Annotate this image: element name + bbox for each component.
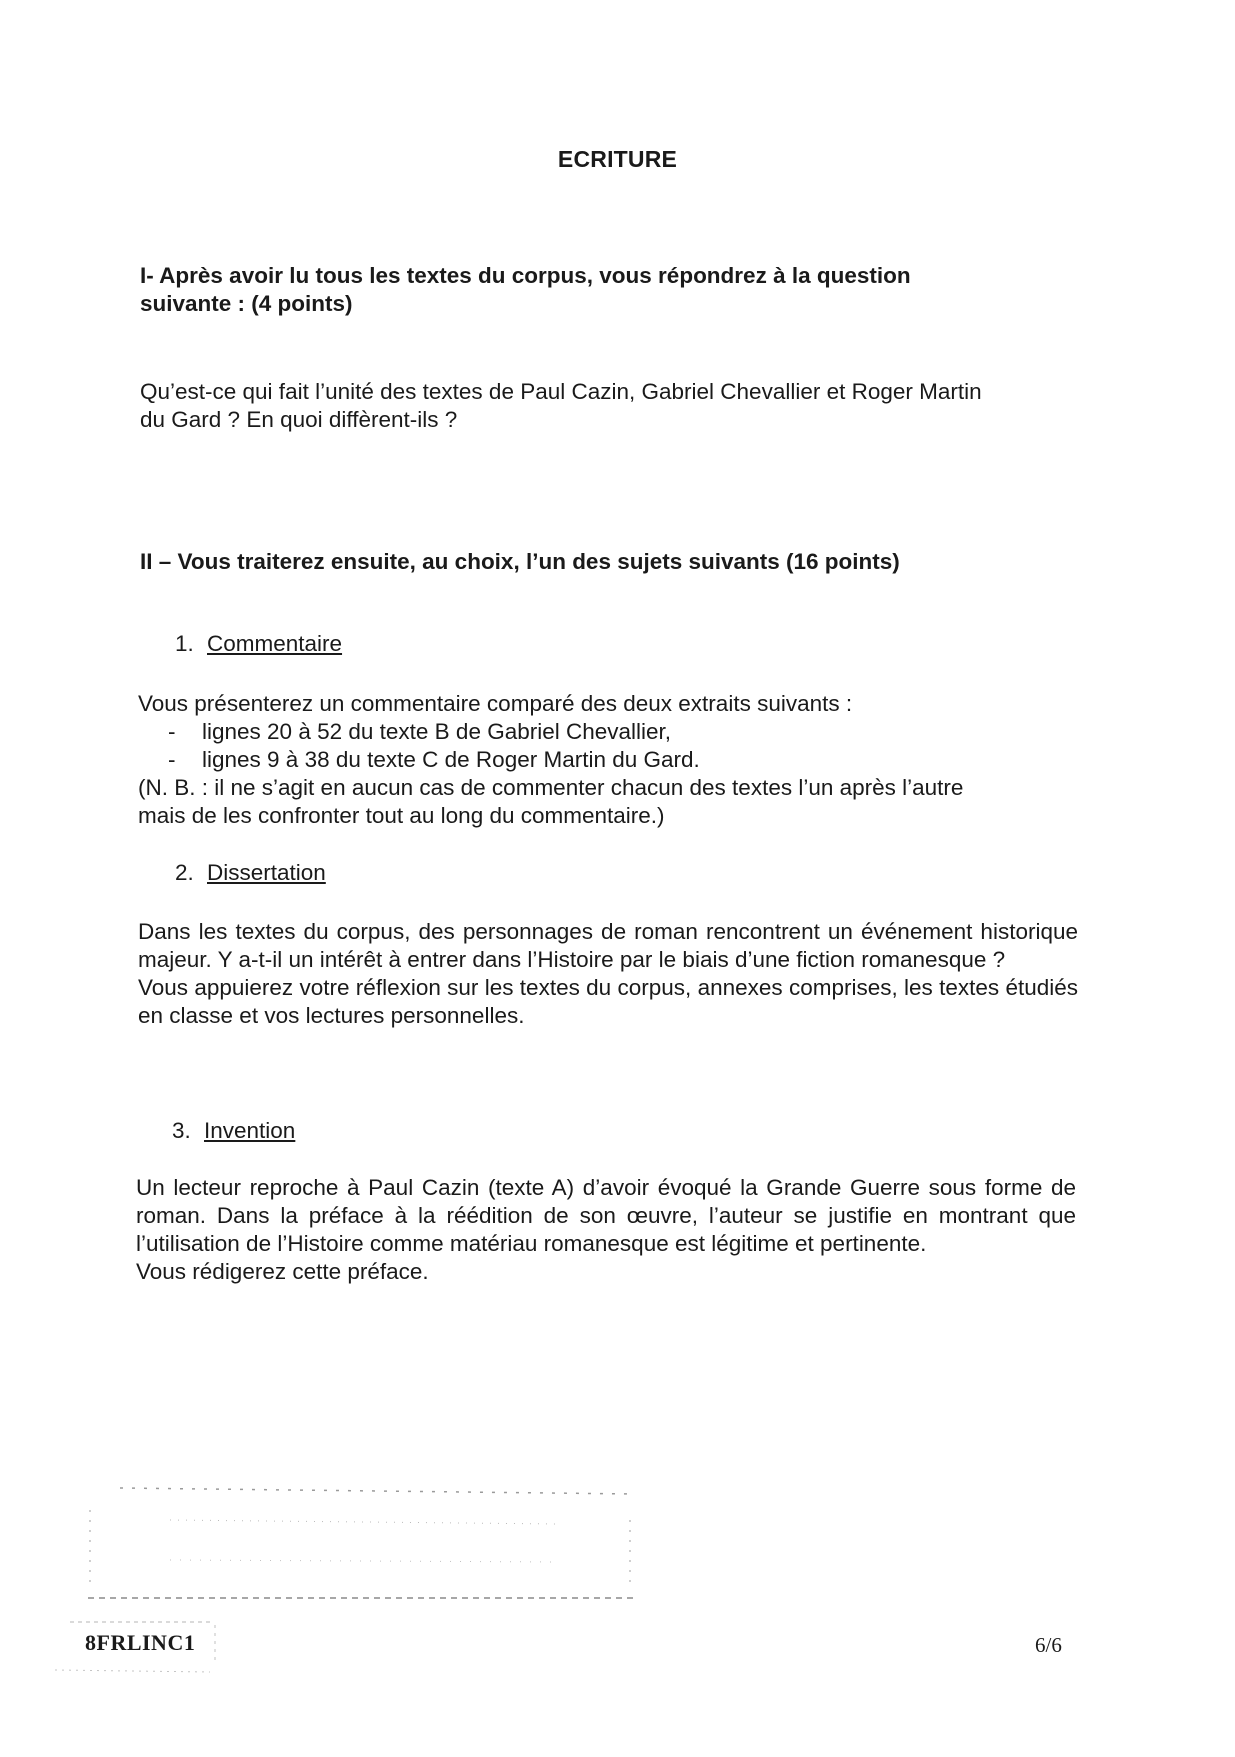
dissertation-paragraph: Vous appuierez votre réflexion sur les textes du corpus, annexes comprises, les textes étudiés en classe et vos lectures personnelles. xyxy=(138,975,1078,1028)
invention-label: Invention xyxy=(204,1118,296,1143)
part1-question xyxy=(140,378,1080,434)
faded-stamp-box xyxy=(80,1480,640,1610)
commentaire-heading xyxy=(175,631,342,657)
invention-body xyxy=(136,1174,1076,1286)
commentaire-bullet: - lignes 20 à 52 du texte B de Gabriel Chevallier, xyxy=(168,719,672,744)
dissertation-heading xyxy=(175,860,326,886)
commentaire-number: 1. xyxy=(175,631,194,656)
question-line: Qu’est-ce qui fait l’unité des textes de Paul Cazin, Gabriel Chevallier et Roger Martin xyxy=(140,379,982,404)
invention-paragraph: Un lecteur reproche à Paul Cazin (texte A) d’avoir évoqué la Grande Guerre sous forme de roman. Dans la préface à la réédition de son œuvre, l’auteur se justifie en montrant que l’utilisation de l’Histoire comme matériau romanesque est légitime et pertinente. xyxy=(136,1175,1076,1256)
question-line: du Gard ? En quoi diffèrent-ils ? xyxy=(140,407,458,432)
commentaire-body xyxy=(138,690,1078,830)
dissertation-body xyxy=(138,918,1078,1030)
commentaire-note-line: mais de les confronter tout au long du commentaire.) xyxy=(138,803,665,828)
commentaire-bullet: - lignes 9 à 38 du texte C de Roger Martin du Gard. xyxy=(168,747,700,772)
invention-heading xyxy=(172,1118,295,1144)
commentaire-note-line: (N. B. : il ne s’agit en aucun cas de commenter chacun des textes l’un après l’autre xyxy=(138,775,964,800)
page-title: ECRITURE xyxy=(557,146,678,172)
dissertation-number: 2. xyxy=(175,860,194,885)
commentaire-label: Commentaire xyxy=(207,631,343,656)
part1-heading: I- Après avoir lu tous les textes du corpus, vous répondrez à la question suivante : (4 points) xyxy=(140,263,911,316)
invention-number: 3. xyxy=(172,1118,191,1143)
page-number: 6/6 xyxy=(1035,1633,1062,1657)
part2-heading: II – Vous traiterez ensuite, au choix, l’un des sujets suivants (16 points) xyxy=(140,549,900,574)
commentaire-intro: Vous présenterez un commentaire comparé des deux extraits suivants : xyxy=(138,691,853,716)
invention-paragraph: Vous rédigerez cette préface. xyxy=(136,1259,429,1284)
dissertation-label: Dissertation xyxy=(207,860,326,885)
document-code: 8FRLINC1 xyxy=(85,1630,196,1655)
dissertation-paragraph: Dans les textes du corpus, des personnages de roman rencontrent un événement historique majeur. Y a-t-il un intérêt à entrer dans l’Histoire par le biais d’une fiction romanesque ? xyxy=(138,919,1078,972)
